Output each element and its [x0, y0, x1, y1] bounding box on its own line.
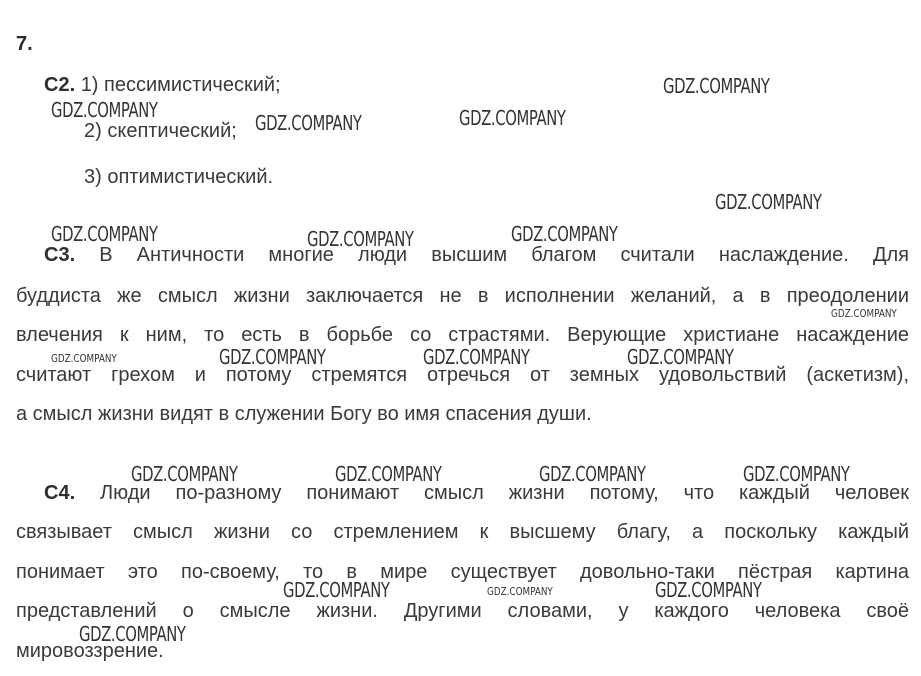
watermark: GDZ.COMPANY [51, 222, 158, 246]
watermark: GDZ.COMPANY [743, 462, 850, 486]
c2-item-1-text: 1) пессимистический; [80, 74, 281, 96]
c4-line-3: понимает это по-своему, то в мире существует довольно-таки пёстрая картина [16, 561, 909, 583]
c2-item-3: 3) оптимистический. [84, 166, 274, 188]
c3-label: C3. [44, 244, 76, 266]
c4-label: C4. [44, 482, 76, 504]
watermark: GDZ.COMPANY [459, 106, 566, 130]
watermark: GDZ.COMPANY [655, 578, 762, 602]
c4-line-4: представлений о смысле жизни. Другими словами, у каждого человека своё [16, 600, 909, 622]
watermark: GDZ.COMPANY [423, 345, 530, 369]
c3-line-1: C3. В Античности многие люди высшим благом считали наслаждение. Для [44, 244, 909, 266]
watermark: GDZ.COMPANY [307, 227, 414, 251]
watermark: GDZ.COMPANY [627, 345, 734, 369]
watermark: GDZ.COMPANY [487, 585, 553, 598]
watermark: GDZ.COMPANY [51, 98, 158, 122]
watermark: GDZ.COMPANY [715, 190, 822, 214]
task-number: 7. [16, 33, 33, 55]
c3-line-3: влечения к ним, то есть в борьбе со страстями. Верующие христиане насаждение [16, 324, 909, 346]
c4-line-1: C4. Люди по-разному понимают смысл жизни потому, что каждый человек [44, 482, 909, 504]
watermark: GDZ.COMPANY [539, 462, 646, 486]
c2-label: C2. [44, 74, 76, 96]
watermark: GDZ.COMPANY [335, 462, 442, 486]
watermark: GDZ.COMPANY [663, 74, 770, 98]
c3-line-4: считают грехом и потому стремятся отречься от земных удовольствий (аскетизм), [16, 364, 909, 386]
c2-item-2: 2) скептический; [84, 120, 237, 142]
c2-item-1 [44, 73, 281, 97]
c4-line-5: мировоззрение. [16, 640, 164, 662]
c3-line-2: буддиста же смысл жизни заключается не в исполнении желаний, а в преодолении [16, 285, 909, 307]
watermark: GDZ.COMPANY [131, 462, 238, 486]
watermark: GDZ.COMPANY [831, 307, 897, 320]
c3-line-5: а смысл жизни видят в служении Богу во имя спасения души. [16, 403, 592, 425]
watermark: GDZ.COMPANY [511, 222, 618, 246]
watermark: GDZ.COMPANY [219, 345, 326, 369]
c4-line-2: связывает смысл жизни со стремлением к высшему благу, а поскольку каждый [16, 521, 909, 543]
watermark: GDZ.COMPANY [51, 352, 117, 365]
watermark: GDZ.COMPANY [255, 111, 362, 135]
watermark: GDZ.COMPANY [283, 578, 390, 602]
watermark: GDZ.COMPANY [79, 622, 186, 646]
